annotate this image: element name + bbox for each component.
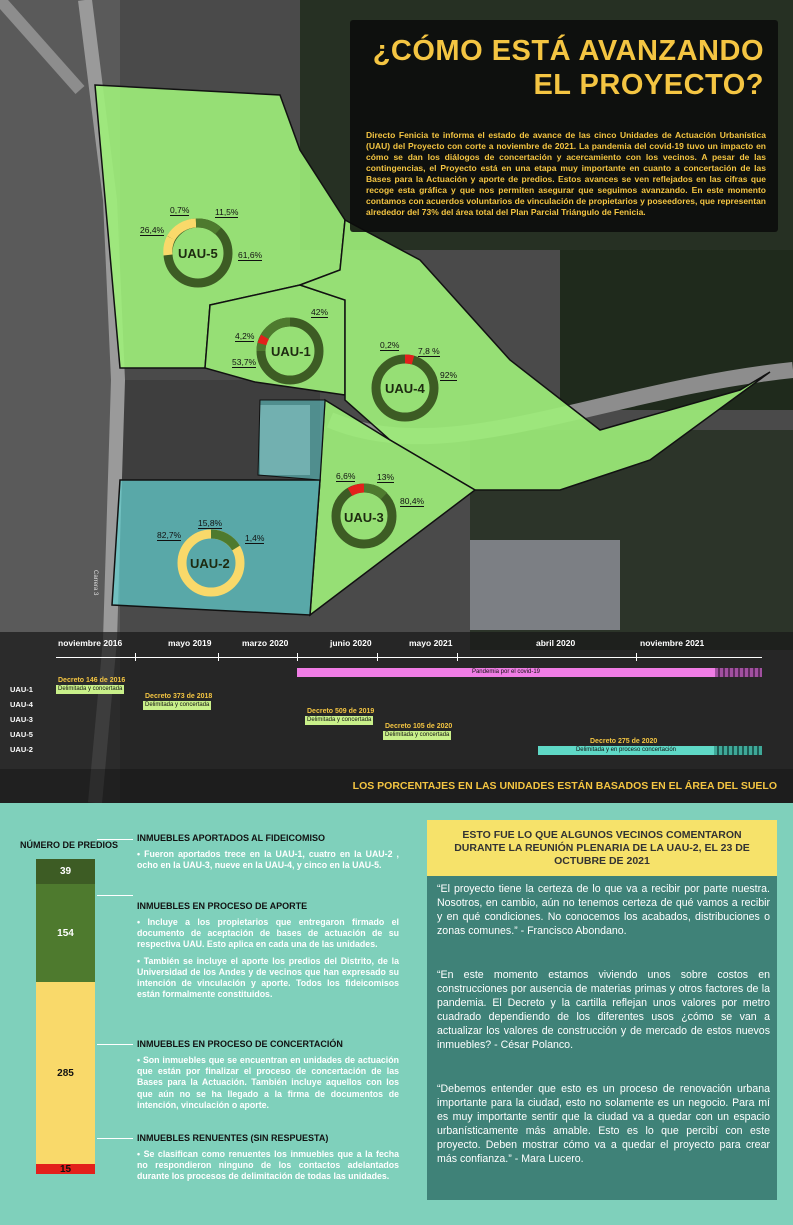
tl-tick: [636, 653, 637, 661]
category-title: INMUEBLES EN PROCESO DE CONCERTACIÓN: [137, 1039, 343, 1049]
category-text: • También se incluye el aporte los predios del Distrito, de la Universidad de los Andes y de vecinos que han expresado su intención de vinculación y aporte. Todos los fideicomisos están formalmente constituidos.: [137, 955, 399, 1000]
intro-text: Directo Fenicia te informa el estado de avance de las cinco Unidades de Actuación Urbanística (UAU) del Proyecto con corte a noviembre de 2021. La pandemia del covid-19 tuvo un impacto en cómo se dan los diálogos de concertación y acercamiento con los vecinos. A pesar de las contingencias, el Proyecto está en una etapa muy importante en cuanto a concertación de las Bases para la Actuación y aporte de predios. Estos avances se ven reflejados en las cifras que recoge esta gráfica y que nos permiten asegurar que seguimos avanzando. En este momento contamos con acuerdos voluntarios de vinculación de propietarios y poseedores, que representan alrededor del 73% del área total del Plan Parcial Triángulo de Fenicia.: [366, 130, 766, 217]
leader-line: [97, 895, 133, 896]
predios-segment: 15: [36, 1164, 95, 1174]
category-title: INMUEBLES APORTADOS AL FIDEICOMISO: [137, 833, 326, 843]
decree-1: Decreto 146 de 2016: [58, 677, 126, 684]
note-bar: [0, 769, 793, 803]
category-renuentes: [137, 1133, 399, 1188]
predios-title: NÚMERO DE PREDIOS: [20, 840, 119, 850]
tl-date-5: mayo 2021: [409, 638, 453, 648]
tl-date-7: noviembre 2021: [640, 638, 705, 648]
tl-tick: [457, 653, 458, 661]
quote-3: “Debemos entender que esto es un proceso de renovación urbana importante para la ciudad, esto no solamente es un negocio. Para mí es muy importante sentir que la ciudad va a quedar con un espacio urbanísticamente más amable. Esto es lo que percibí con este proyecto. Deben mostrar cómo va a quedar el proyecto para crear más confianza.” - Mara Lucero.: [437, 1083, 770, 1165]
uau5-pct-c: 26,4%: [140, 225, 165, 235]
tl-row-uau4: UAU-4: [10, 700, 33, 709]
decree-5-tail: [714, 746, 762, 755]
uau4-pct-b: 7,8 %: [418, 346, 440, 356]
quote-2: “En este momento estamos viviendo unos sobre costos en construcciones por ausencia de materias primas y otros factores de la pandemia. El Decreto y la cartilla reflejan unos valores por metro cuadrado dependiendo de los diferentes usos ¿cómo se van a actualizar los valores de construcción y de mercado de estos nuevos inmuebles? - César Polanco.: [437, 969, 770, 1051]
decree-1-tag: Delimitada y concertada: [58, 686, 123, 692]
uau4-pct-a: 0,2%: [380, 340, 400, 350]
tl-date-6: abril 2020: [536, 638, 576, 648]
uau4-label: UAU-4: [385, 381, 425, 396]
uau5-pct-a: 0,7%: [170, 205, 190, 215]
uau4-pct-c: 92%: [440, 370, 458, 380]
decree-3-tag: Delimitada y concertada: [307, 717, 372, 723]
category-aporte: [137, 901, 399, 1005]
quotes-header: ESTO FUE LO QUE ALGUNOS VECINOS COMENTARON DURANTE LA REUNIÓN PLENARIA DE LA UAU-2, EL 23 DE OCTUBRE DE 2021: [427, 820, 777, 876]
pandemic-bar-tail: [715, 668, 762, 677]
quotes-panel: [427, 820, 777, 1200]
tl-row-uau3: UAU-3: [10, 715, 33, 724]
street-label: Carrera 3: [92, 570, 98, 596]
uau1-label: UAU-1: [271, 344, 311, 359]
uau5-pct-b: 11,5%: [215, 207, 239, 217]
uau3-pct-b: 13%: [377, 472, 395, 482]
tl-date-2: mayo 2019: [168, 638, 212, 648]
decree-5-tag: Delimitada y en proceso concertación: [538, 746, 714, 755]
uau2-pct-c: 1,4%: [245, 533, 265, 543]
leader-line: [97, 839, 133, 840]
category-concertacion: [137, 1039, 399, 1116]
decree-5: Decreto 275 de 2020: [590, 738, 658, 745]
uau1-pct-b: 4,2%: [235, 331, 255, 341]
tl-tick: [297, 653, 298, 661]
uau3-pct-a: 6,6%: [336, 471, 356, 481]
uau2-pct-a: 15,8%: [198, 518, 223, 528]
leader-line: [97, 1044, 133, 1045]
uau2-label: UAU-2: [190, 556, 230, 571]
tl-date-4: junio 2020: [330, 638, 372, 648]
tl-tick: [135, 653, 136, 661]
tl-row-uau2: UAU-2: [10, 745, 33, 754]
uau1-pct-c: 53,7%: [232, 357, 257, 367]
uau5-pct-d: 61,6%: [238, 250, 263, 260]
decree-4-tag: Delimitada y concertada: [385, 732, 450, 738]
uau3-pct-c: 80,4%: [400, 496, 425, 506]
tl-tick: [218, 653, 219, 661]
timeline: [0, 632, 793, 769]
timeline-axis: [56, 657, 762, 658]
category-aportados: [137, 833, 399, 876]
decree-4: Decreto 105 de 2020: [385, 723, 453, 730]
uau3-label: UAU-3: [344, 510, 384, 525]
percentages-note: LOS PORCENTAJES EN LAS UNIDADES ESTÁN BASADOS EN EL ÁREA DEL SUELO: [352, 780, 777, 792]
uau1-pct-a: 42%: [311, 307, 329, 317]
tl-tick: [377, 653, 378, 661]
decree-3: Decreto 509 de 2019: [307, 708, 375, 715]
category-text: • Son inmuebles que se encuentran en unidades de actuación que están por finalizar el proceso de concertación de las Bases para la Actuación. También incluye aquellos con los que aún no se ha llegado a la firma de documentos de intención, vinculación o aporte.: [137, 1055, 399, 1110]
category-title: INMUEBLES RENUENTES (SIN RESPUESTA): [137, 1133, 329, 1143]
category-text: • Incluye a los propietarios que entregaron firmado el documento de aceptación de bases de actuación de su respectiva UAU. Esto aplica en cada una de las unidades.: [137, 917, 399, 950]
tl-row-uau5: UAU-5: [10, 730, 33, 739]
quote-1: “El proyecto tiene la certeza de lo que va a recibir por parte nuestra. Nosotros, en cambio, aún no tenemos certeza de qué vamos a recibir y en qué condiciones. No conocemos los acabados, distribuciones o zonas comunes.” - Francisco Abondano.: [437, 883, 770, 937]
decree-2-tag: Delimitada y concertada: [145, 702, 210, 708]
tl-date-1: noviembre 2016: [58, 638, 123, 648]
predios-segment: 39: [36, 859, 95, 884]
tl-date-3: marzo 2020: [242, 638, 289, 648]
predios-segment: 285: [36, 982, 95, 1164]
title-panel: [350, 20, 778, 232]
uau2b-area: [258, 400, 325, 480]
pandemic-bar: Pandemia por el covid-19: [297, 668, 715, 677]
uau2-pct-b: 82,7%: [157, 530, 182, 540]
category-text: • Se clasifican como renuentes los inmuebles que a la fecha no respondieron ninguno de los contactos adelantados durante los procesos de delimitación de todas las unidades.: [137, 1149, 399, 1182]
uau5-label: UAU-5: [178, 246, 218, 261]
category-title: INMUEBLES EN PROCESO DE APORTE: [137, 901, 308, 911]
category-text: • Fueron aportados trece en la UAU-1, cuatro en la UAU-2 , ocho en la UAU-3, nueve en la UAU-4, y cinco en la UAU-5.: [137, 849, 399, 871]
leader-line: [97, 1138, 133, 1139]
tl-row-uau1: UAU-1: [10, 685, 33, 694]
decree-2: Decreto 373 de 2018: [145, 693, 213, 700]
page-title: ¿CÓMO ESTÁ AVANZANDO EL PROYECTO?: [372, 35, 764, 101]
predios-segment: 154: [36, 884, 95, 982]
